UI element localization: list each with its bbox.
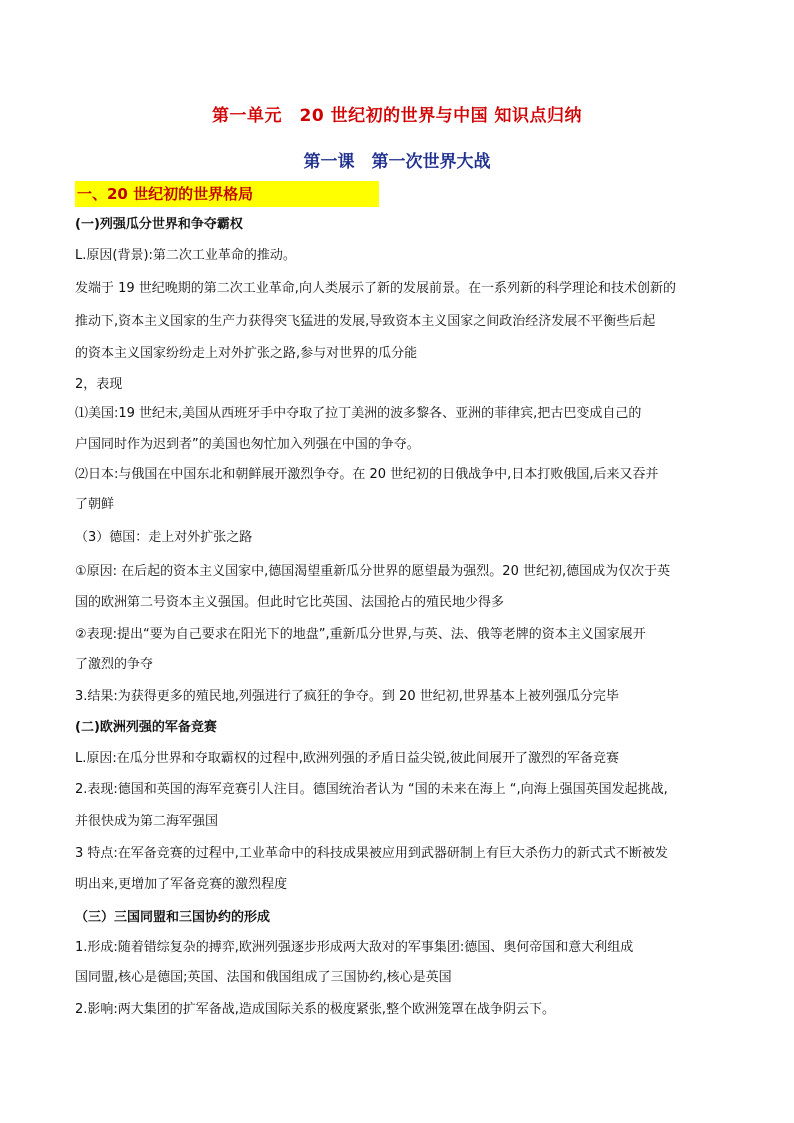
paragraph-line: ⑵日本:与俄国在中国东北和朝鲜展开激烈争夺。在 20 世纪初的日俄战争中,日本打败俄国,后来又吞并 bbox=[75, 467, 659, 482]
subheading-2: (二)欧洲列强的军备竞赛 bbox=[75, 720, 217, 735]
section-heading: 一、20 世纪初的世界格局 bbox=[75, 181, 379, 207]
paragraph-line: 2.表现:德国和英国的海军竞赛引人注目。德国统治者认为 “国的未来在海上 “,向海上强国英国发起挑战, bbox=[75, 782, 668, 797]
paragraph-line: 3.结果:为获得更多的殖民地,列强进行了疯狂的争夺。到 20 世纪初,世界基本上被列强瓜分完毕 bbox=[75, 689, 619, 704]
paragraph-line: 2，表现 bbox=[75, 377, 123, 392]
paragraph-line: L.原因:在瓜分世界和夺取霸权的过程中,欧洲列强的矛盾日益尖锐,彼此间展开了激烈的军备竞赛 bbox=[75, 751, 620, 766]
paragraph-line: 2.影响:两大集团的扩军备战,造成国际关系的极度紧张,整个欧洲笼罩在战争阴云下。 bbox=[75, 1002, 556, 1017]
paragraph-line: 的资本主义国家纷纷走上对外扩张之路,参与对世界的瓜分能 bbox=[75, 346, 418, 361]
paragraph-line: ②表现:提出“要为自己要求在阳光下的地盘”,重新瓜分世界,与英、法、俄等老牌的资本主义国家展开 bbox=[75, 627, 646, 642]
paragraph-line: 了朝鲜 bbox=[75, 497, 115, 512]
paragraph-line: 推动下,资本主义国家的生产力获得突飞猛进的发展,导致资本主义国家之间政治经济发展不平衡些后起 bbox=[75, 314, 656, 329]
paragraph-line: （3）德国：走上对外扩张之路 bbox=[75, 530, 253, 545]
paragraph-line: 国同盟,核心是德国;英国、法国和俄国组成了三国协约,核心是英国 bbox=[75, 970, 452, 985]
subheading-1: (一)列强瓜分世界和争夺霸权 bbox=[75, 217, 243, 232]
subheading-3: （三）三国同盟和三国协约的形成 bbox=[75, 910, 271, 925]
paragraph-line: 3 特点:在军备竞赛的过程中,工业革命中的科技成果被应用到武器研制上有巨大杀伤力的新式式不断被发 bbox=[75, 846, 668, 861]
paragraph-line: 并很快成为第二海军强国 bbox=[75, 814, 219, 829]
paragraph-line: 了激烈的争夺 bbox=[75, 657, 154, 672]
paragraph-line: ⑴美国:19 世纪末,美国从西班牙手中夺取了拉丁美洲的波多黎各、亚洲的菲律宾,把古巴变成自己的 bbox=[75, 406, 642, 421]
paragraph-line: 户国同时作为迟到者”的美国也匆忙加入列强在中国的争夺。 bbox=[75, 437, 420, 452]
paragraph-line: L.原因(背景):第二次工业革命的推动。 bbox=[75, 248, 296, 263]
paragraph-line: 1.形成:随着错综复杂的搏弈,欧洲列强逐步形成两大敌对的军事集团:德国、奥何帝国和意大利组成 bbox=[75, 940, 634, 955]
paragraph-line: 发端于 19 世纪晚期的第二次工业革命,向人类展示了新的发展前景。在一系列新的科学理论和技术创新的 bbox=[75, 281, 676, 296]
unit-title: 第一单元 20 世纪初的世界与中国 知识点归纳 bbox=[212, 106, 582, 126]
paragraph-line: 国的欧洲第二号资本主义强国。但此时它比英国、法国抢占的殖民地少得多 bbox=[75, 595, 505, 610]
paragraph-line: ①原因: 在后起的资本主义国家中,德国渴望重新瓜分世界的愿望最为强烈。20 世纪初,德国成为仅次于英 bbox=[75, 564, 671, 579]
paragraph-line: 明出来,更增加了军备竞赛的激烈程度 bbox=[75, 877, 288, 892]
lesson-title: 第一课 第一次世界大战 bbox=[303, 152, 491, 172]
